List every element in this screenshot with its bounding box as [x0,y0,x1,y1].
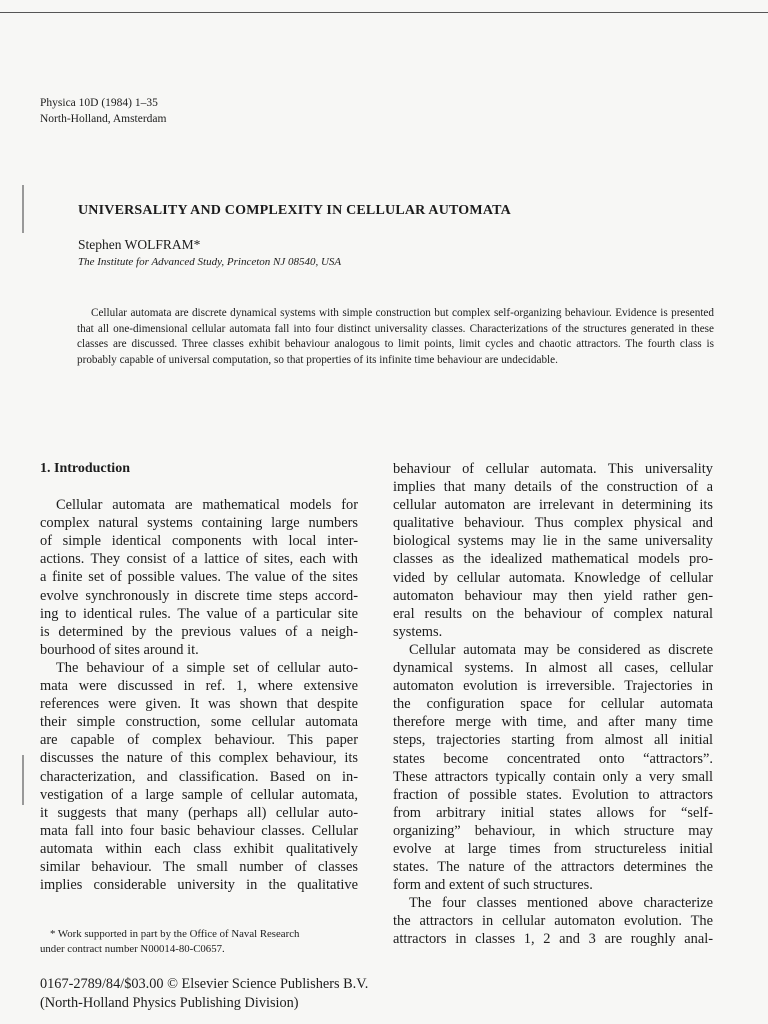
text-line: dynamical systems. In almost all cases, cellular [393,660,713,677]
text-line: evolve synchronously in discrete time steps accord- [40,587,358,604]
text-line: of simple identical components with local inter- [40,533,358,550]
text-line: references were given. It was shown that despite [40,696,358,713]
text-line: cellular automaton are irrelevant in determining its [393,497,713,514]
author-affiliation: The Institute for Advanced Study, Princeton NJ 08540, USA [78,256,342,268]
text-line: implies considerable university in the qualitative [40,877,358,894]
text-line: it suggests that many (perhaps all) cellular auto- [40,804,358,821]
text-line: from arbitrary initial states allows for “self- [393,804,713,821]
text-line: organizing” behaviour, in which structure may [393,822,713,839]
text-line: form and extent of such structures. [393,877,593,894]
copyright-line: (North-Holland Physics Publishing Division) [40,995,299,1011]
text-line: evolve at large times from structureless initial [393,840,713,857]
text-line: states become concentrated onto “attractors”. [393,750,713,767]
text-line: actions. They consist of a lattice of sites, each with [40,551,358,568]
section-heading: 1. Introduction [40,461,130,476]
text-line: mata were discussed in ref. 1, where extensive [40,678,358,695]
text-line: ing to identical rules. The value of a particular site [40,605,358,622]
text-line: automaton behaviour may then yield rather gen- [393,587,713,604]
text-line: qualitative behaviour. Thus complex physical and [393,515,713,532]
text-line: biological systems may lie in the same universality [393,533,713,550]
text-line: classes as the idealized mathematical models pro- [393,551,713,568]
abstract: Cellular automata are discrete dynamical systems with simple construction but complex self-organizing behaviour. Evidence is presented that all one-dimensional cellular automata fall into four distinct universality classes. Characterizations of the structures generated in these classes are discussed. Three classes exhibit behaviour analogous to limit points, limit cycles and chaotic attractors. The fourth class is probably capable of universal computation, so that properties of its infinite time behaviour are undecidable. [77,307,714,366]
text-line: mata fall into four basic behaviour classes. Cellular [40,822,358,839]
copyright-line: 0167-2789/84/$03.00 © Elsevier Science Publishers B.V. [40,976,369,992]
text-line: implies that many details of the construction of a [393,479,713,496]
author-name: Stephen WOLFRAM* [78,237,201,252]
margin-mark [22,185,24,233]
footnote [40,927,358,956]
text-line: steps, trajectories starting from almost all initial [393,732,713,749]
text-line: Cellular automata may be considered as discrete [409,641,713,658]
text-line: complex natural systems containing large numbers [40,515,358,532]
text-line: systems. [393,623,443,640]
text-line: the configuration space for cellular automata [393,696,713,713]
text-line: eral results on the behaviour of complex natural [393,605,713,622]
footnote-line: * Work supported in part by the Office of Naval Research [50,928,300,940]
copyright-notice [40,975,368,1013]
text-line: characterization, and classification. Based on in- [40,768,358,785]
footnote-line: under contract number N00014-80-C0657. [40,942,225,955]
text-line: are capable of complex behaviour. This paper [40,732,358,749]
text-line: discusses the nature of this complex behaviour, its [40,750,358,767]
text-line: states. The nature of the attractors determines the [393,859,713,876]
text-line: therefore merge with time, and after many time [393,714,713,731]
text-line: the attractors in cellular automaton evolution. The [393,913,713,930]
text-line: These attractors typically contain only a very small [393,768,713,785]
text-line: their simple construction, some cellular automata [40,714,358,731]
text-line: The behaviour of a simple set of cellular auto- [56,659,358,676]
journal-info [40,95,166,127]
text-line: vestigation of a large sample of cellular automata, [40,786,358,803]
top-rule [0,12,768,13]
text-line: attractors in classes 1, 2 and 3 are roughly anal- [393,931,713,948]
text-line: bourhood of sites around it. [40,641,199,658]
margin-mark [22,755,24,805]
text-line: Cellular automata are mathematical models for [56,497,358,514]
paper-title: UNIVERSALITY AND COMPLEXITY IN CELLULAR AUTOMATA [78,203,511,218]
text-line: a finite set of possible values. The value of the sites [40,569,358,586]
text-line: The four classes mentioned above characterize [409,895,713,912]
text-line: similar behaviour. The small number of classes [40,858,358,875]
journal-citation: Physica 10D (1984) 1–35 [40,97,158,109]
text-line: behaviour of cellular automata. This universality [393,461,713,477]
publisher-location: North-Holland, Amsterdam [40,113,167,125]
right-column [393,460,713,949]
text-line: is determined by the previous values of a neigh- [40,623,358,640]
text-line: automaton evolution is irreversible. Trajectories in [393,678,713,695]
text-line: fraction of possible states. Evolution to attractors [393,786,713,803]
text-line: vided by cellular automata. Knowledge of cellular [393,569,713,586]
text-line: automata within each class exhibit qualitatively [40,840,358,857]
left-column [40,460,358,894]
